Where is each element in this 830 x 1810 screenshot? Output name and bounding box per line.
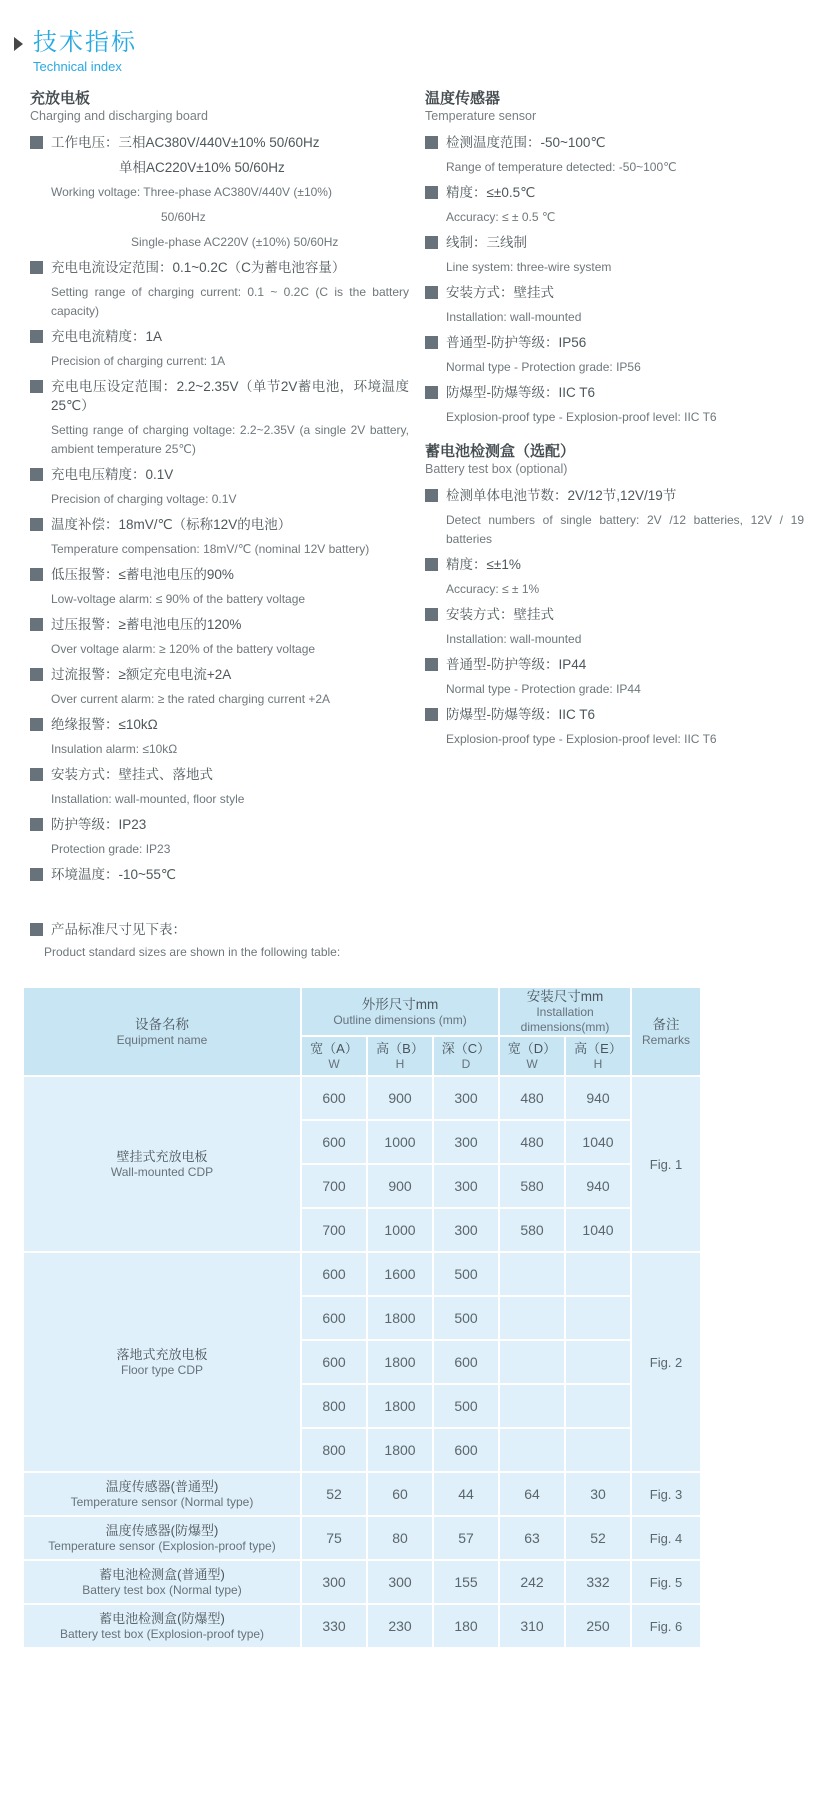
- spec-item: [425, 383, 804, 427]
- dim-cell: 155: [433, 1560, 499, 1604]
- spec-line-en: Range of temperature detected: -50~100℃: [446, 160, 677, 174]
- table-row: [23, 1604, 701, 1648]
- spec-line-zh: 安装方式：壁挂式: [425, 283, 804, 302]
- dim-cell: [499, 1384, 565, 1428]
- remarks-header-zh: 备注: [652, 1016, 680, 1032]
- spec-line-en: Temperature compensation: 18mV/℃ (nominal 12V battery): [51, 542, 370, 556]
- spec-line-zh: 过压报警：≥蓄电池电压的120%: [30, 615, 409, 634]
- spec-item: [30, 565, 409, 609]
- equipment-name-en: Wall-mounted CDP: [110, 1164, 214, 1179]
- dim-col-header: [565, 1036, 631, 1076]
- spec-line-en: Detect numbers of single battery: 2V /12 batteries, 12V / 19 batteries: [446, 513, 804, 546]
- spec-item: [425, 605, 804, 649]
- remark-cell: Fig. 1: [631, 1076, 701, 1252]
- dim-col-header-en: W: [328, 1057, 340, 1071]
- spec-line-en: Setting range of charging voltage: 2.2~2.35V (a single 2V battery, ambient temperature 25℃): [51, 423, 409, 456]
- dim-cell: 1000: [367, 1208, 433, 1252]
- dim-cell: 700: [301, 1164, 367, 1208]
- dim-cell: 480: [499, 1076, 565, 1120]
- spec-section: [425, 443, 804, 749]
- equipment-name-en: Floor type CDP: [120, 1362, 204, 1377]
- dim-cell: 480: [499, 1120, 565, 1164]
- product-size-table: [22, 986, 702, 1649]
- spec-item: [30, 765, 409, 809]
- spec-line-en: Over voltage alarm: ≥ 120% of the battery voltage: [51, 642, 316, 656]
- equipment-name-header-en: Equipment name: [116, 1032, 208, 1047]
- dim-cell: 332: [565, 1560, 631, 1604]
- spec-line-en: Low-voltage alarm: ≤ 90% of the battery voltage: [51, 592, 306, 606]
- spec-item: [30, 815, 409, 859]
- remark-cell: Fig. 3: [631, 1472, 701, 1516]
- dim-col-header: [499, 1036, 565, 1076]
- dim-cell: 1800: [367, 1340, 433, 1384]
- spec-line-zh: 工作电压：三相AC380V/440V±10% 50/60Hz: [30, 133, 409, 152]
- dim-cell: 500: [433, 1296, 499, 1340]
- outline-dimensions-header-zh: 外形尺寸mm: [361, 996, 439, 1012]
- spec-line-zh: 防爆型-防爆等级：IIC T6: [425, 705, 804, 724]
- dim-cell: 44: [433, 1472, 499, 1516]
- section-title: 蓄电池检测盒（选配）: [425, 443, 576, 460]
- spec-line-zh: 安装方式：壁挂式: [425, 605, 804, 624]
- dim-cell: 940: [565, 1076, 631, 1120]
- left-column: [30, 90, 409, 890]
- equipment-cell: [23, 1472, 301, 1516]
- spec-item: [30, 665, 409, 709]
- spec-line-en: Insulation alarm: ≤10kΩ: [51, 742, 178, 756]
- spec-line-en: Explosion-proof type - Explosion-proof level: IIC T6: [446, 410, 717, 424]
- table-row: [23, 1560, 701, 1604]
- spec-line-en: Accuracy: ≤ ± 1%: [446, 582, 540, 596]
- equipment-name-en: Temperature sensor (Explosion-proof type): [48, 1538, 276, 1553]
- spec-item: [425, 655, 804, 699]
- spec-section: [30, 90, 409, 884]
- spec-line-zh: 单相AC220V±10% 50/60Hz: [119, 160, 285, 175]
- spec-line-zh: 绝缘报警：≤10kΩ: [30, 715, 409, 734]
- section-subtitle: Battery test box (optional): [425, 462, 568, 476]
- installation-dimensions-header: [499, 987, 631, 1036]
- dim-col-header-zh: 宽（D）: [507, 1041, 557, 1056]
- spec-line-en: Protection grade: IP23: [51, 842, 171, 856]
- spec-item: [425, 233, 804, 277]
- spec-item: [425, 486, 804, 549]
- table-note-en: Product standard sizes are shown in the following table:: [44, 945, 341, 959]
- dim-col-header-en: H: [593, 1057, 603, 1071]
- dim-cell: [565, 1340, 631, 1384]
- dim-col-header-en: W: [526, 1057, 538, 1071]
- spec-line-en: Setting range of charging current: 0.1 ~ 0.2C (C is the battery capacity): [51, 285, 409, 318]
- spec-item: [30, 715, 409, 759]
- dim-cell: [499, 1296, 565, 1340]
- spec-line-zh: 防爆型-防爆等级：IIC T6: [425, 383, 804, 402]
- dim-cell: 800: [301, 1384, 367, 1428]
- spec-line-zh: 普通型-防护等级：IP56: [425, 333, 804, 352]
- dim-cell: 800: [301, 1428, 367, 1472]
- dim-cell: [499, 1428, 565, 1472]
- table-row: [23, 1516, 701, 1560]
- equipment-cell: [23, 1604, 301, 1648]
- table-row: [23, 1472, 701, 1516]
- equipment-name-zh: 温度传感器(防爆型): [105, 1522, 219, 1538]
- spec-section: [425, 90, 804, 427]
- spec-line-zh: 检测单体电池节数：2V/12节,12V/19节: [425, 486, 804, 505]
- right-column: [425, 90, 804, 890]
- section-subtitle: Charging and discharging board: [30, 109, 208, 123]
- table-note-zh: 产品标准尺寸见下表：: [30, 920, 800, 939]
- spec-item: [30, 327, 409, 371]
- spec-line-zh: 温度补偿：18mV/℃（标称12V的电池）: [30, 515, 409, 534]
- equipment-cell: [23, 1076, 301, 1252]
- spec-line-en: Normal type - Protection grade: IP44: [446, 682, 641, 696]
- dim-cell: 250: [565, 1604, 631, 1648]
- table-note: [0, 890, 830, 978]
- spec-line-zh: 充电电压精度：0.1V: [30, 465, 409, 484]
- dim-cell: 500: [433, 1384, 499, 1428]
- spec-item: [425, 555, 804, 599]
- equipment-name-zh: 蓄电池检测盒(普通型): [99, 1566, 225, 1582]
- spec-item: [425, 133, 804, 177]
- dim-cell: 1040: [565, 1120, 631, 1164]
- section-arrow-icon: [14, 37, 23, 51]
- spec-line-zh: 环境温度：-10~55℃: [30, 865, 409, 884]
- spec-line-en: Over current alarm: ≥ the rated charging current +2A: [51, 692, 331, 706]
- dim-col-header-zh: 宽（A）: [310, 1041, 358, 1056]
- spec-line-zh: 充电电压设定范围：2.2~2.35V（单节2V蓄电池，环境温度25℃）: [30, 377, 409, 415]
- dim-col-header-zh: 高（E）: [574, 1041, 622, 1056]
- dim-cell: 300: [433, 1120, 499, 1164]
- dim-cell: 230: [367, 1604, 433, 1648]
- spec-item: [30, 377, 409, 459]
- spec-line-en: Precision of charging current: 1A: [51, 354, 226, 368]
- spec-line-zh: 普通型-防护等级：IP44: [425, 655, 804, 674]
- dim-cell: 242: [499, 1560, 565, 1604]
- dim-cell: 700: [301, 1208, 367, 1252]
- dim-cell: [565, 1296, 631, 1340]
- dim-cell: [499, 1252, 565, 1296]
- spec-line-zh: 充电电流精度：1A: [30, 327, 409, 346]
- dim-cell: 300: [433, 1208, 499, 1252]
- installation-dimensions-header-zh: 安装尺寸mm: [526, 989, 604, 1004]
- equipment-name-en: Temperature sensor (Normal type): [70, 1494, 254, 1509]
- dim-cell: 60: [367, 1472, 433, 1516]
- dim-cell: 52: [565, 1516, 631, 1560]
- spec-line-zh: 线制：三线制: [425, 233, 804, 252]
- dim-cell: 300: [301, 1560, 367, 1604]
- spec-item: [425, 333, 804, 377]
- outline-dimensions-header: [301, 987, 499, 1036]
- dim-cell: 75: [301, 1516, 367, 1560]
- dim-col-header-en: H: [395, 1057, 405, 1071]
- outline-dimensions-header-en: Outline dimensions (mm): [333, 1012, 467, 1027]
- dim-col-header: [301, 1036, 367, 1076]
- dim-cell: 52: [301, 1472, 367, 1516]
- spec-line-en: Installation: wall-mounted, floor style: [51, 792, 245, 806]
- equipment-name-header: [23, 987, 301, 1076]
- dim-cell: 300: [433, 1076, 499, 1120]
- dim-cell: 900: [367, 1164, 433, 1208]
- spec-item: [30, 133, 409, 252]
- table-row: [23, 1252, 701, 1296]
- dim-cell: 500: [433, 1252, 499, 1296]
- dim-cell: 600: [301, 1120, 367, 1164]
- dim-cell: 600: [301, 1340, 367, 1384]
- equipment-name-zh: 壁挂式充放电板: [116, 1148, 208, 1164]
- dim-cell: 580: [499, 1164, 565, 1208]
- dim-cell: 1000: [367, 1120, 433, 1164]
- spec-line-en: Line system: three-wire system: [446, 260, 612, 274]
- page-header: [0, 0, 830, 74]
- dim-cell: 580: [499, 1208, 565, 1252]
- installation-dimensions-header-en: Installation dimensions(mm): [520, 1005, 610, 1034]
- spec-line-en: Explosion-proof type - Explosion-proof level: IIC T6: [446, 732, 717, 746]
- spec-item: [30, 515, 409, 559]
- dim-cell: 600: [301, 1252, 367, 1296]
- dim-cell: 30: [565, 1472, 631, 1516]
- equipment-cell: [23, 1516, 301, 1560]
- dim-cell: 1800: [367, 1428, 433, 1472]
- equipment-name-en: Battery test box (Explosion-proof type): [59, 1626, 265, 1641]
- spec-item: [425, 283, 804, 327]
- spec-item: [30, 615, 409, 659]
- equipment-cell: [23, 1560, 301, 1604]
- dim-cell: 1800: [367, 1384, 433, 1428]
- section-title: 温度传感器: [425, 90, 501, 107]
- dim-cell: [565, 1252, 631, 1296]
- spec-line-zh: 过流报警：≥额定充电电流+2A: [30, 665, 409, 684]
- dim-cell: [565, 1428, 631, 1472]
- dim-col-header: [367, 1036, 433, 1076]
- spec-line-zh: 安装方式：壁挂式、落地式: [30, 765, 409, 784]
- dim-cell: 600: [301, 1076, 367, 1120]
- spec-line-zh: 低压报警：≤蓄电池电压的90%: [30, 565, 409, 584]
- spec-line-en: 50/60Hz: [161, 210, 206, 224]
- spec-line-en: Installation: wall-mounted: [446, 310, 582, 324]
- dim-cell: 600: [433, 1428, 499, 1472]
- remark-cell: Fig. 2: [631, 1252, 701, 1472]
- dim-col-header: [433, 1036, 499, 1076]
- dim-cell: 600: [301, 1296, 367, 1340]
- dim-cell: 600: [433, 1340, 499, 1384]
- dim-cell: 80: [367, 1516, 433, 1560]
- equipment-name-en: Battery test box (Normal type): [82, 1582, 242, 1597]
- remark-cell: Fig. 6: [631, 1604, 701, 1648]
- dim-cell: 57: [433, 1516, 499, 1560]
- dim-cell: 310: [499, 1604, 565, 1648]
- spec-item: [30, 865, 409, 884]
- spec-line-zh: 精度：≤±0.5℃: [425, 183, 804, 202]
- spec-line-en: Accuracy: ≤ ± 0.5 ℃: [446, 210, 556, 224]
- equipment-name-header-zh: 设备名称: [135, 1016, 189, 1032]
- dim-cell: 63: [499, 1516, 565, 1560]
- dim-cell: 940: [565, 1164, 631, 1208]
- spec-item: [425, 705, 804, 749]
- table-header-row-groups: [23, 987, 701, 1036]
- remark-cell: Fig. 4: [631, 1516, 701, 1560]
- spec-item: [30, 258, 409, 321]
- spec-line-en: Single-phase AC220V (±10%) 50/60Hz: [131, 235, 339, 249]
- equipment-cell: [23, 1252, 301, 1472]
- page-title: 技术指标: [33, 29, 137, 56]
- dim-cell: 1040: [565, 1208, 631, 1252]
- spec-line-en: Normal type - Protection grade: IP56: [446, 360, 641, 374]
- equipment-name-zh: 温度传感器(普通型): [105, 1478, 219, 1494]
- dim-cell: 1600: [367, 1252, 433, 1296]
- dim-cell: [565, 1384, 631, 1428]
- spec-item: [30, 465, 409, 509]
- spec-line-zh: 精度：≤±1%: [425, 555, 804, 574]
- spec-line-zh: 防护等级：IP23: [30, 815, 409, 834]
- table-row: [23, 1076, 701, 1120]
- dim-cell: 64: [499, 1472, 565, 1516]
- dim-cell: 330: [301, 1604, 367, 1648]
- dim-col-header-en: D: [461, 1057, 471, 1071]
- spec-item: [425, 183, 804, 227]
- dim-cell: 300: [367, 1560, 433, 1604]
- section-title: 充放电板: [30, 90, 91, 107]
- page-subtitle: Technical index: [33, 59, 122, 74]
- dim-cell: 180: [433, 1604, 499, 1648]
- spec-line-en: Working voltage: Three-phase AC380V/440V (±10%): [51, 185, 332, 199]
- spec-line-zh: 充电电流设定范围：0.1~0.2C（C为蓄电池容量）: [30, 258, 409, 277]
- section-subtitle: Temperature sensor: [425, 109, 537, 123]
- dim-cell: 1800: [367, 1296, 433, 1340]
- spec-columns: [0, 74, 830, 890]
- dim-col-header-zh: 深（C）: [441, 1041, 491, 1056]
- spec-line-en: Precision of charging voltage: 0.1V: [51, 492, 237, 506]
- dim-cell: 900: [367, 1076, 433, 1120]
- dim-cell: 300: [433, 1164, 499, 1208]
- spec-line-zh: 检测温度范围：-50~100℃: [425, 133, 804, 152]
- dim-cell: [499, 1340, 565, 1384]
- equipment-name-zh: 落地式充放电板: [116, 1346, 208, 1362]
- remark-cell: Fig. 5: [631, 1560, 701, 1604]
- dim-col-header-zh: 高（B）: [376, 1041, 424, 1056]
- remarks-header-en: Remarks: [642, 1032, 691, 1047]
- equipment-name-zh: 蓄电池检测盒(防爆型): [99, 1610, 225, 1626]
- remarks-header: [631, 987, 701, 1076]
- spec-line-en: Installation: wall-mounted: [446, 632, 582, 646]
